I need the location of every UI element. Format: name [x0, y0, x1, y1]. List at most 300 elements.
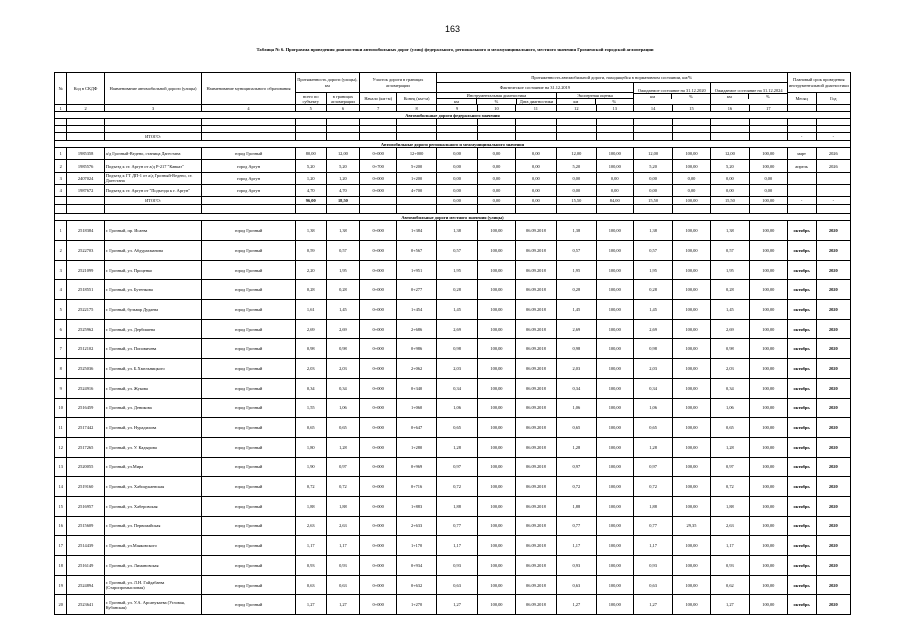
table-cell: 15 [55, 496, 67, 516]
hdr-instrumental-pct: % [477, 99, 517, 105]
table-row [55, 477, 851, 497]
table-cell: октябрь [787, 556, 816, 576]
table-cell: 0,28 [633, 280, 672, 300]
table-cell: 100,00 [673, 378, 710, 398]
table-cell: 0,72 [710, 477, 749, 497]
table-cell: 100,00 [478, 556, 515, 576]
table-cell: 1,38 [710, 221, 749, 241]
table-cell: 100,00 [750, 260, 787, 280]
table-cell: 1985358 [67, 148, 104, 160]
table-cell: 12 [55, 437, 67, 457]
table-cell: 100,00 [750, 575, 787, 595]
table-cell: Подъезд к ГТ ДП-1 от а/д Грозный-Ведено, ст. Дагестана [104, 172, 202, 184]
table-cell: 06.09.2018 [515, 398, 557, 418]
table-cell: 2,69 [326, 319, 359, 339]
table-cell: 1+454 [397, 300, 436, 320]
table-cell: 0+000 [360, 575, 397, 595]
table-cell: 1,45 [326, 300, 359, 320]
table-cell: 19 [55, 575, 67, 595]
table-cell: 1,06 [326, 398, 359, 418]
table-cell: - [787, 197, 816, 205]
table-cell: г. Грозный, бульвар Дудаева [104, 300, 202, 320]
table-cell: 100,00 [478, 339, 515, 359]
table-row [55, 221, 851, 241]
table-cell: октябрь [787, 516, 816, 536]
table-cell: 1+060 [397, 398, 436, 418]
table-cell: 16 [55, 516, 67, 536]
table-row [55, 457, 851, 477]
table-cell: 2020 [816, 241, 850, 261]
table-cell: 2020 [816, 398, 850, 418]
table-cell: город Аргун [202, 160, 295, 172]
table-cell: 0+000 [360, 556, 397, 576]
table-cell: 2020 [816, 280, 850, 300]
table-row [55, 300, 851, 320]
table-cell: 0,98 [710, 339, 749, 359]
table-cell: 2020 [816, 300, 850, 320]
table-cell: город Грозный [202, 378, 295, 398]
table-cell: 1+951 [397, 260, 436, 280]
table-cell: 0,00 [710, 185, 749, 197]
table-row [55, 185, 851, 197]
table-cell: 0+000 [360, 148, 397, 160]
table-cell: 0,65 [436, 418, 478, 438]
table-cell: город Грозный [202, 280, 295, 300]
table-cell: 100,00 [750, 398, 787, 418]
table-cell: 5,20 [710, 160, 749, 172]
hdr-exp-2020-pct: % [672, 94, 710, 100]
table-cell [787, 172, 816, 184]
table-cell: 2020 [816, 339, 850, 359]
hdr-month: Месяц [787, 93, 816, 105]
table-cell: 1,45 [436, 300, 478, 320]
table-cell: 100,00 [673, 575, 710, 595]
hdr-expert-label: Экспертная оценка [557, 93, 633, 99]
table-cell: октябрь [787, 280, 816, 300]
table-cell: город Грозный [202, 536, 295, 556]
table-cell: 2020 [816, 260, 850, 280]
table-cell: 100,00 [750, 418, 787, 438]
table-cell: 06.09.2018 [515, 300, 557, 320]
table-cell: 12+000 [397, 148, 436, 160]
table-row [55, 575, 851, 595]
hdr-length: Протяженность дороги (улицы), км [295, 73, 359, 93]
table-cell: 0,00 [596, 185, 633, 197]
table-cell: 1,88 [326, 496, 359, 516]
hdr-actual: Фактическое состояние на 31.12.2019 [436, 83, 633, 93]
table-cell: 2020 [816, 457, 850, 477]
column-number: 12 [557, 105, 596, 112]
table-cell: 0,72 [326, 477, 359, 497]
table-row [55, 260, 851, 280]
table-cell: 1+280 [397, 437, 436, 457]
table-cell: 100,00 [750, 496, 787, 516]
table-cell: 0+000 [360, 398, 397, 418]
table-cell: город Грозный [202, 260, 295, 280]
column-number: 3 [104, 105, 202, 112]
table-cell: 0,00 [436, 185, 478, 197]
table-cell: 2026 [816, 148, 850, 160]
table-cell: 2,69 [295, 319, 326, 339]
table-cell: 0+000 [360, 221, 397, 241]
table-cell: 15,50 [633, 197, 672, 205]
table-cell: 06.09.2018 [515, 556, 557, 576]
table-cell: 100,00 [750, 359, 787, 379]
table-cell: 2+633 [397, 516, 436, 536]
table-cell: 100,00 [673, 260, 710, 280]
table-cell: 2020 [816, 378, 850, 398]
table-cell: 100,00 [673, 197, 710, 205]
table-cell: 2,03 [710, 359, 749, 379]
table-cell: 100,00 [673, 300, 710, 320]
table-cell: 100,00 [478, 516, 515, 536]
table-cell: 0,00 [557, 185, 596, 197]
table-cell: 0,93 [295, 556, 326, 576]
table-cell: 3 [55, 260, 67, 280]
table-cell: 2516149 [67, 556, 104, 576]
table-cell: 100,00 [596, 148, 633, 160]
table-cell: 0,98 [436, 339, 478, 359]
column-number: 7 [360, 105, 397, 112]
table-cell: 11 [55, 418, 67, 438]
table-cell: 2,69 [633, 319, 672, 339]
table-row [55, 160, 851, 172]
section-federal: Автомобильные дороги федерального значения [55, 112, 851, 119]
table-cell: 2,03 [436, 359, 478, 379]
table-cell: 1,17 [326, 536, 359, 556]
table-cell: 100,00 [750, 280, 787, 300]
column-number: 11 [515, 105, 557, 112]
table-cell: город Аргун [202, 185, 295, 197]
table-cell: 0,28 [557, 280, 596, 300]
table-cell: 2518551 [67, 280, 104, 300]
hdr-plan: Плановый срок проведения инструментальной диагностики [787, 73, 850, 93]
table-cell: город Грозный [202, 319, 295, 339]
hdr-code: Код в СКДФ [67, 73, 104, 105]
table-cell: 0,57 [710, 241, 749, 261]
table-cell: 0,00 [478, 185, 515, 197]
hdr-instrumental-km: км [453, 99, 459, 105]
table-cell [787, 185, 816, 197]
table-cell: 1,17 [633, 536, 672, 556]
table-cell: 0,00 [673, 172, 710, 184]
table-cell: 18,50 [326, 197, 359, 205]
table-cell: 100,00 [478, 260, 515, 280]
table-cell: 0,00 [515, 185, 557, 197]
table-cell: 0+567 [397, 241, 436, 261]
column-number: 13 [596, 105, 633, 112]
hdr-exp-2020-label: Ожидаемое состояние на 31.12.2020 [634, 88, 710, 94]
table-cell: г. Грозный, ул. Лимановская [104, 556, 202, 576]
table-cell: 100,00 [478, 536, 515, 556]
column-number: 15 [673, 105, 710, 112]
table-cell: 1,27 [295, 595, 326, 615]
table-cell: 06.09.2018 [515, 595, 557, 615]
table-cell: 0,97 [436, 457, 478, 477]
table-cell: 0,00 [750, 172, 787, 184]
table-cell: 0+340 [397, 378, 436, 398]
table-cell: 06.09.2018 [515, 516, 557, 536]
table-cell: 4,70 [326, 185, 359, 197]
table-cell: 0,63 [295, 575, 326, 595]
table-cell: 2524894 [67, 575, 104, 595]
table-cell: 2525962 [67, 319, 104, 339]
table-cell: г. Грозный, ул. Первомайская [104, 516, 202, 536]
table-cell: город Грозный [202, 516, 295, 536]
table-row [55, 280, 851, 300]
table-cell: октябрь [787, 536, 816, 556]
table-cell: город Грозный [202, 148, 295, 160]
table-row [55, 595, 851, 615]
table-cell: 100,00 [596, 418, 633, 438]
table-cell: 100,00 [478, 280, 515, 300]
table-cell: 0,77 [436, 516, 478, 536]
table-cell: 06.09.2018 [515, 437, 557, 457]
hdr-exp-2024-km: км [726, 94, 732, 100]
table-cell: 1,38 [633, 221, 672, 241]
table-cell: г. Грозный, ул. Нурадилова [104, 418, 202, 438]
table-cell: 84,00 [596, 197, 633, 205]
table-cell: 100,00 [478, 496, 515, 516]
table-cell: 100,00 [750, 319, 787, 339]
table-cell: 2517265 [67, 437, 104, 457]
table-cell: 7 [55, 339, 67, 359]
table-cell: 0,72 [557, 477, 596, 497]
table-cell: 06.09.2018 [515, 280, 557, 300]
table-cell: 0+000 [360, 260, 397, 280]
table-cell: 0,00 [436, 160, 478, 172]
table-cell: 100,00 [478, 575, 515, 595]
table-cell: 100,00 [673, 496, 710, 516]
table-cell: 1+170 [397, 536, 436, 556]
table-cell: 0,93 [436, 556, 478, 576]
table-cell: 0,98 [326, 339, 359, 359]
table-cell: 1,88 [557, 496, 596, 516]
table-cell: 1,28 [633, 437, 672, 457]
table-cell: 0,34 [326, 378, 359, 398]
table-cell: 0+000 [360, 172, 397, 184]
table-cell: октябрь [787, 300, 816, 320]
table-cell: 3 [55, 172, 67, 184]
table-cell: октябрь [787, 457, 816, 477]
column-number: 14 [633, 105, 672, 112]
table-cell: г. Грозный, пр. Исаева [104, 221, 202, 241]
regional-total-row [55, 197, 851, 205]
table-cell: 1,28 [557, 437, 596, 457]
table-cell: 2521099 [67, 260, 104, 280]
table-cell [67, 197, 104, 205]
table-cell: г. Грозный, ул.Мира [104, 457, 202, 477]
table-cell: 5,20 [295, 160, 326, 172]
table-cell: 12,00 [710, 148, 749, 160]
table-cell: 0,34 [633, 378, 672, 398]
table-cell: 1,55 [295, 398, 326, 418]
table-cell: а/д Грозный-Ведено, станица Дагестана [104, 148, 202, 160]
table-cell: 0,98 [295, 339, 326, 359]
table-cell: г. Грозный, ул. У.А. Арсанукаева (Угловая, Кубанская) [104, 595, 202, 615]
table-cell: 1,27 [633, 595, 672, 615]
table-cell: 100,00 [673, 319, 710, 339]
table-cell: 100,00 [750, 595, 787, 615]
table-cell: октябрь [787, 398, 816, 418]
table-cell: октябрь [787, 575, 816, 595]
table-cell: 0,65 [710, 418, 749, 438]
table-cell: 0+000 [360, 185, 397, 197]
table-cell: 0+000 [360, 496, 397, 516]
table-cell: 100,00 [596, 359, 633, 379]
table-cell: 15,50 [710, 197, 749, 205]
table-cell: 1,27 [436, 595, 478, 615]
table-cell: 100,00 [750, 197, 787, 205]
table-cell: 100,00 [750, 300, 787, 320]
table-cell: 18 [55, 556, 67, 576]
table-cell: 2020 [816, 418, 850, 438]
table-cell: 2020 [816, 595, 850, 615]
federal-total-label: ИТОГО: [104, 133, 202, 141]
table-cell: 0,93 [710, 556, 749, 576]
table-cell: 0,77 [557, 516, 596, 536]
table-cell: 1,38 [295, 221, 326, 241]
table-cell: 0+000 [360, 536, 397, 556]
table-cell: 2,63 [710, 516, 749, 536]
table-cell: 2020 [816, 359, 850, 379]
table-cell: 1,88 [710, 496, 749, 516]
table-row [55, 172, 851, 184]
table-cell: 0,97 [557, 457, 596, 477]
table-cell: 1,20 [326, 172, 359, 184]
table-cell: 0,98 [633, 339, 672, 359]
table-cell: ИТОГО: [104, 197, 202, 205]
table-cell: 1,17 [557, 536, 596, 556]
table-cell: 2522175 [67, 300, 104, 320]
hdr-instrumental-label: Инструментальная диагностика [437, 93, 556, 99]
table-cell: 100,00 [673, 359, 710, 379]
table-cell: 06.09.2018 [515, 378, 557, 398]
table-cell: 0+000 [360, 595, 397, 615]
table-cell: город Грозный [202, 418, 295, 438]
table-cell: 2,69 [557, 319, 596, 339]
table-cell: 100,00 [478, 595, 515, 615]
table-cell: город Грозный [202, 556, 295, 576]
table-cell: 4+700 [397, 185, 436, 197]
table-cell: г. Грозный, ул. Б.Хмельницкого [104, 359, 202, 379]
table-cell: 0+716 [397, 477, 436, 497]
table-cell: 0,00 [515, 148, 557, 160]
table-cell: 0,00 [478, 148, 515, 160]
table-row [55, 418, 851, 438]
table-cell: 2525036 [67, 359, 104, 379]
table-cell: 1,38 [326, 221, 359, 241]
table-cell: 0,34 [710, 378, 749, 398]
table-cell: 0,00 [478, 160, 515, 172]
table-cell: 2523641 [67, 595, 104, 615]
table-cell: 100,00 [673, 160, 710, 172]
table-cell: 0,63 [326, 575, 359, 595]
table-cell: 1,06 [633, 398, 672, 418]
table-cell: 0+000 [360, 457, 397, 477]
table-cell: 1,27 [557, 595, 596, 615]
table-cell: 06.09.2018 [515, 477, 557, 497]
table-row [55, 339, 851, 359]
table-cell: г. Грозный, ул. У. Кадырова [104, 437, 202, 457]
table-cell: 100,00 [750, 339, 787, 359]
table-cell: 100,00 [478, 398, 515, 418]
table-cell: 0+000 [360, 516, 397, 536]
table-cell: октябрь [787, 339, 816, 359]
table-cell: 100,00 [750, 241, 787, 261]
table-cell: 100,00 [478, 241, 515, 261]
table-cell: 2,03 [295, 359, 326, 379]
table-cell: 8 [55, 359, 67, 379]
hdr-segment: Участок дороги в границах агломерации [360, 73, 437, 93]
table-cell: г. Грозный, ул.Маяковского [104, 536, 202, 556]
table-cell: 06.09.2018 [515, 575, 557, 595]
table-cell: 2+686 [397, 319, 436, 339]
table-cell: 100,00 [750, 148, 787, 160]
table-cell: 100,00 [673, 280, 710, 300]
table-cell: 100,00 [673, 418, 710, 438]
table-cell: город Грозный [202, 595, 295, 615]
table-cell: 100,00 [596, 339, 633, 359]
table-cell: 0,65 [557, 418, 596, 438]
table-cell: 100,00 [478, 457, 515, 477]
table-cell: 0+969 [397, 457, 436, 477]
table-cell: Подъезд к ст. Аргун от а/д Р-217 "Кавказ" [104, 160, 202, 172]
table-cell: 2,63 [295, 516, 326, 536]
table-cell [360, 197, 397, 205]
table-row [55, 359, 851, 379]
table-cell: 2,63 [326, 516, 359, 536]
table-cell: 4 [55, 185, 67, 197]
table-cell: 4 [55, 280, 67, 300]
column-number: 10 [478, 105, 515, 112]
table-cell: 0+647 [397, 418, 436, 438]
table-cell: 100,00 [596, 516, 633, 536]
table-cell: 0,63 [557, 575, 596, 595]
table-cell: 100,00 [478, 477, 515, 497]
table-cell: 2020 [816, 319, 850, 339]
table-cell: 1,95 [436, 260, 478, 280]
table-cell: 2515609 [67, 516, 104, 536]
table-cell: 2520055 [67, 457, 104, 477]
table-cell: октябрь [787, 595, 816, 615]
table-cell: 1,95 [557, 260, 596, 280]
table-cell: 2+062 [397, 359, 436, 379]
column-number [816, 105, 850, 112]
table-cell: 2516459 [67, 398, 104, 418]
table-cell [397, 197, 436, 205]
table-cell: октябрь [787, 378, 816, 398]
table-cell: 1,95 [326, 260, 359, 280]
table-cell: 0,28 [295, 280, 326, 300]
table-cell: 100,00 [596, 221, 633, 241]
table-cell: 5 [55, 300, 67, 320]
table-cell: 2522703 [67, 241, 104, 261]
table-cell: 12,00 [633, 148, 672, 160]
table-cell: 0,72 [436, 477, 478, 497]
table-cell: 1+200 [397, 172, 436, 184]
table-cell: 0+986 [397, 339, 436, 359]
table-cell: 5,20 [633, 160, 672, 172]
table-cell: 100,00 [673, 339, 710, 359]
hdr-exp-2020-km: км [650, 94, 656, 100]
table-cell: 2020 [816, 575, 850, 595]
table-cell: 100,00 [673, 437, 710, 457]
column-number: 5 [295, 105, 326, 112]
table-cell: 06.09.2018 [515, 221, 557, 241]
table-cell: 0,28 [436, 280, 478, 300]
table-cell: 100,00 [750, 437, 787, 457]
